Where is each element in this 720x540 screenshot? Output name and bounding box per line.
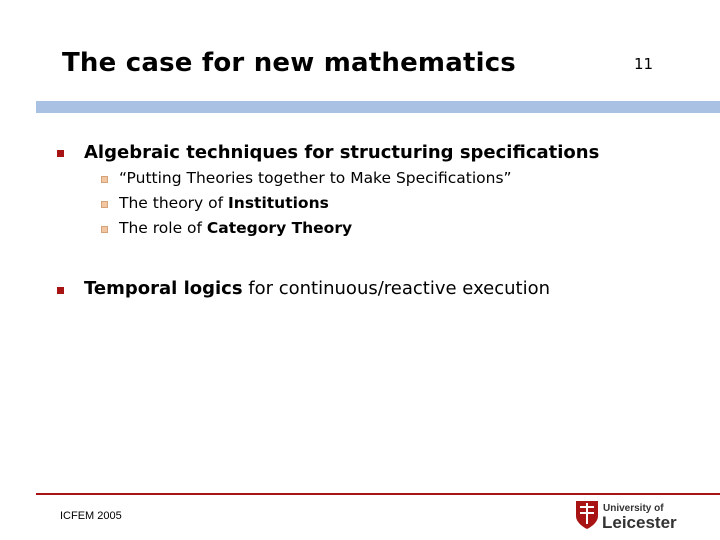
bullet-text — [84, 278, 550, 299]
sub-bullet-emphasis: Institutions — [228, 194, 329, 212]
title-underline-bar — [36, 101, 720, 113]
bullet-emphasis: Temporal logics — [84, 278, 243, 299]
sub-bullet-prefix: The theory of — [119, 194, 229, 212]
footer-rule — [36, 493, 720, 495]
bullet-rest: for continuous/reactive execution — [242, 278, 551, 299]
sub-bullet-marker — [101, 226, 108, 233]
sub-bullet-text: “Putting Theories together to Make Specifications” — [119, 169, 512, 187]
logo-line-1: University of — [603, 503, 664, 514]
university-logo — [574, 498, 678, 532]
sub-bullet-prefix: The role of — [119, 219, 207, 237]
logo-line-2: Leicester — [602, 513, 677, 532]
slide-number: 11 — [634, 55, 654, 73]
bullet-text: Algebraic techniques for structuring specifications — [84, 142, 600, 163]
bullet-marker — [57, 150, 64, 157]
bullet-marker — [57, 287, 64, 294]
sub-bullet-text — [119, 219, 352, 237]
sub-bullet-marker — [101, 201, 108, 208]
footer-text: ICFEM 2005 — [60, 510, 122, 522]
sub-bullet-emphasis: Category Theory — [206, 219, 353, 237]
sub-bullet-text — [119, 194, 329, 212]
sub-bullet-marker — [101, 176, 108, 183]
shield-icon — [576, 501, 598, 529]
slide-title: The case for new mathematics — [62, 48, 516, 78]
